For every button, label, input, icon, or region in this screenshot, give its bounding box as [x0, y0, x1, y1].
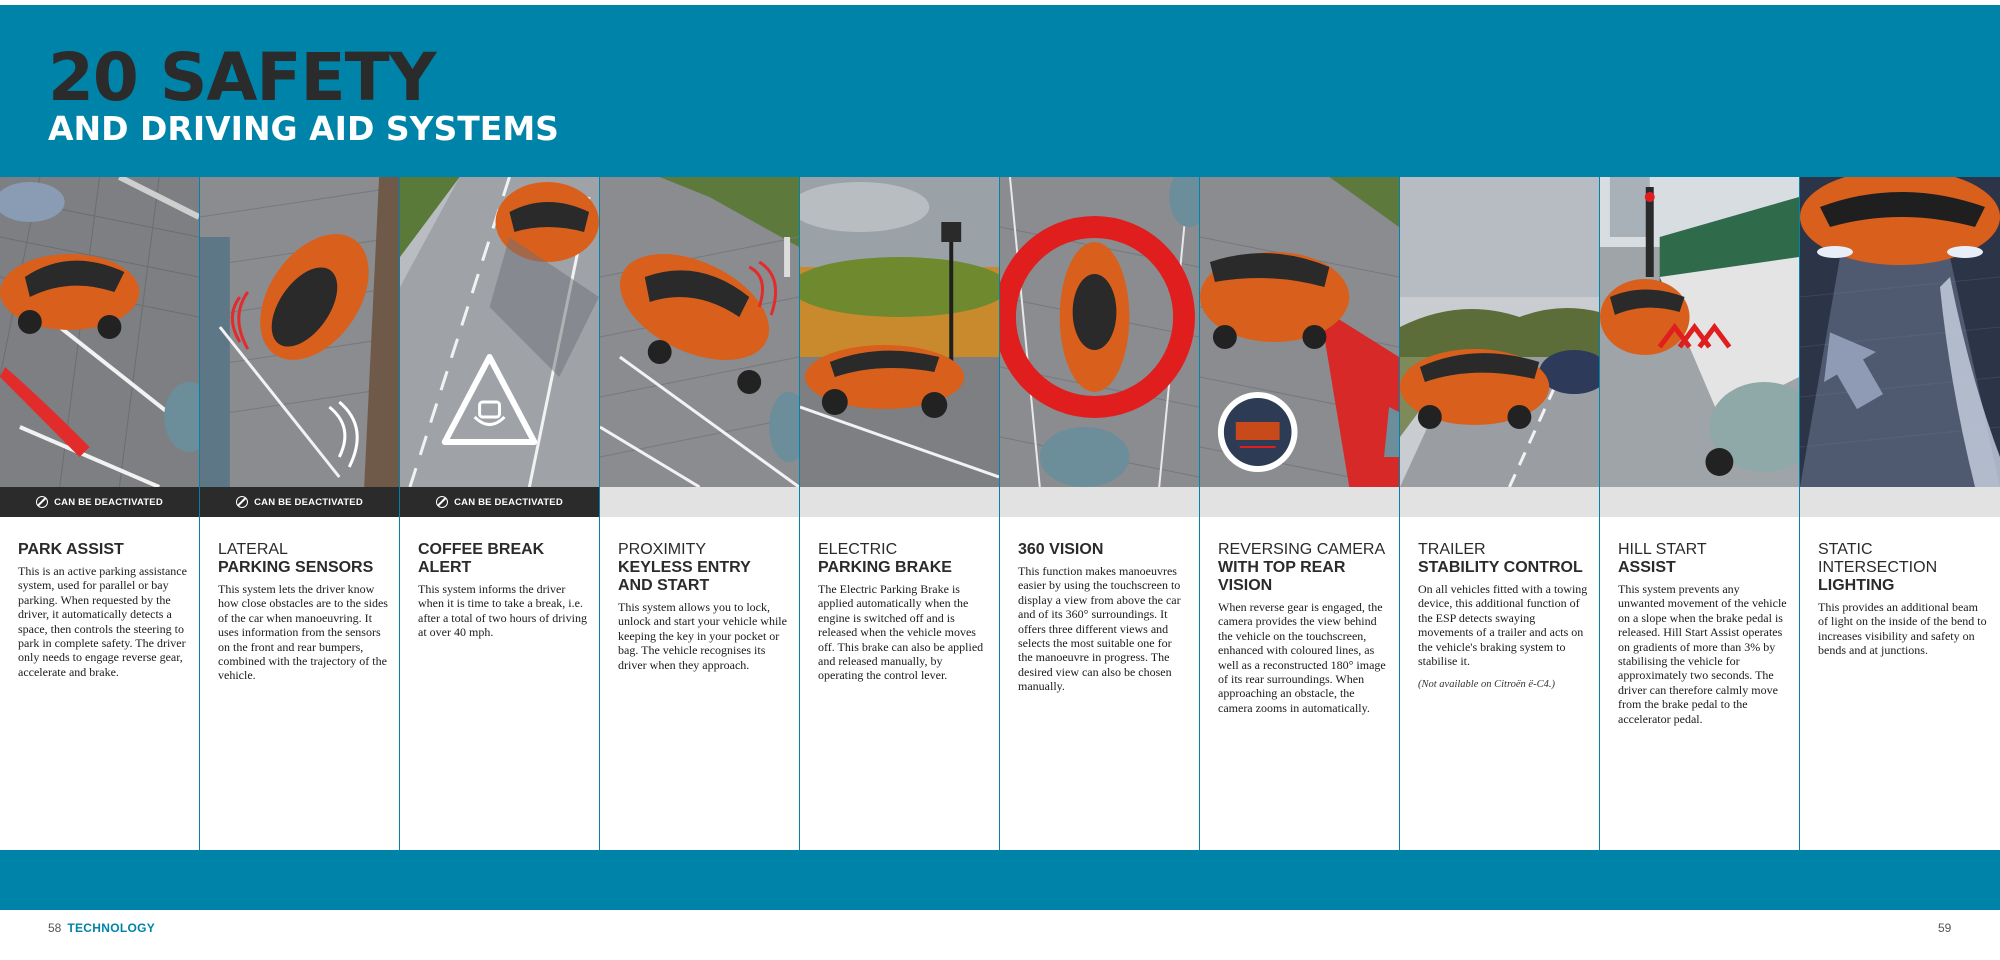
system-card-hill-start-assist: [1600, 177, 1800, 850]
system-title: PARKING SENSORS: [218, 559, 374, 576]
system-card-park-assist: [0, 177, 200, 850]
system-title-light: LATERAL: [218, 541, 288, 558]
spacer-band: [1400, 487, 1599, 517]
prohibited-icon: [436, 496, 448, 508]
keyless-entry-photo: [600, 177, 799, 487]
trailer-stability-photo: [1400, 177, 1599, 487]
system-card-lateral-parking-sensors: [200, 177, 400, 850]
spacer-band: [1800, 487, 2000, 517]
system-card-electric-parking-brake: [800, 177, 1000, 850]
parking-brake-photo: [800, 177, 999, 487]
system-title: PARK ASSIST: [18, 541, 124, 558]
system-title: KEYLESS ENTRY AND START: [618, 559, 751, 594]
system-description: This provides an additional beam of light on the inside of the bend to increases visibility and safety on bends and at junctions.: [1818, 600, 1987, 658]
system-description: This system lets the driver know how close obstacles are to the sides of the car when manoeuvring. It uses information from the sensors on the front and rear bumpers, combined with the trajectory of the vehicle.: [218, 582, 388, 683]
system-description: This is an active parking assistance system, used for parallel or bay parking. When requested by the driver, it automatically detects a space, then controls the steering to park in complete safety. The driver only needs to engage reverse gear, accelerate and brake.: [18, 564, 187, 679]
spacer-band: [1000, 487, 1199, 517]
system-title-light: REVERSING CAMERA: [1218, 541, 1386, 558]
reversing-camera-photo: [1200, 177, 1399, 487]
system-card-reversing-camera: [1200, 177, 1400, 850]
page-number-right: 59: [1938, 921, 1952, 935]
page-number: 58: [48, 921, 62, 935]
spacer-band: [600, 487, 799, 517]
system-description: This system prevents any unwanted movement of the vehicle on a slope when the brake pedal is released. Hill Start Assist operates on gradients of more than 3% by stabilising the vehicle for approximately two seconds. The driver can therefore calmly move from the brake pedal to the accelerator pedal.: [1618, 582, 1787, 726]
spacer-band: [800, 487, 999, 517]
header-banner: [0, 5, 2000, 177]
lateral-sensors-photo: [200, 177, 399, 487]
section-label: TECHNOLOGY: [67, 921, 156, 935]
park-assist-photo: [0, 177, 199, 487]
intersection-lighting-photo: [1800, 177, 2000, 487]
system-description: When reverse gear is engaged, the camera provides the view behind the vehicle on the touchscreen, enhanced with coloured lines, as well as a reconstructed 180° image of its rear surroundings. When approaching an obstacle, the camera zooms in automatically.: [1218, 600, 1386, 715]
prohibited-icon: [236, 496, 248, 508]
system-note: (Not available on Citroën ë-C4.): [1418, 679, 1555, 691]
system-title-light: TRAILER: [1418, 541, 1486, 558]
deactivatable-badge: [200, 487, 399, 517]
system-title: PARKING BRAKE: [818, 559, 952, 576]
badge-label: CAN BE DEACTIVATED: [54, 496, 163, 508]
system-card-trailer-stability: [1400, 177, 1600, 850]
system-title-light: STATIC INTERSECTION: [1818, 541, 1938, 576]
system-title: STABILITY CONTROL: [1418, 559, 1583, 576]
system-title: WITH TOP REAR VISION: [1218, 559, 1346, 594]
page-number-left: [48, 921, 155, 935]
hill-start-photo: [1600, 177, 1799, 487]
deactivatable-badge: [400, 487, 599, 517]
system-card-keyless-entry: [600, 177, 800, 850]
deactivatable-badge: [0, 487, 199, 517]
page-subtitle: AND DRIVING AID SYSTEMS: [48, 109, 559, 148]
system-card-coffee-break-alert: [400, 177, 600, 850]
system-title-light: HILL START: [1618, 541, 1707, 558]
system-title: 360 VISION: [1018, 541, 1104, 558]
systems-grid: [0, 177, 2000, 850]
system-card-static-intersection-lighting: [1800, 177, 2000, 850]
system-description: The Electric Parking Brake is applied automatically when the engine is switched off and is released when the vehicle moves off. This brake can also be applied and released manually, by operating the control lever.: [818, 582, 984, 683]
system-title: COFFEE BREAK ALERT: [418, 541, 545, 576]
system-title: ASSIST: [1618, 559, 1676, 576]
system-card-360-vision: [1000, 177, 1200, 850]
badge-label: CAN BE DEACTIVATED: [254, 496, 363, 508]
system-description: This system informs the driver when it is time to take a break, i.e. after a total of two hours of driving at over 40 mph.: [418, 582, 587, 640]
system-description: This function makes manoeuvres easier by using the touchscreen to display a view from above the car and of its 360° surroundings. It offers three different views and selects the most suitable one for the manoeuvre in progress. The desired view can also be chosen manually.: [1018, 564, 1181, 694]
prohibited-icon: [36, 496, 48, 508]
360-vision-photo: [1000, 177, 1199, 487]
system-title-light: PROXIMITY: [618, 541, 707, 558]
badge-label: CAN BE DEACTIVATED: [454, 496, 563, 508]
spacer-band: [1200, 487, 1399, 517]
footer-band: [0, 850, 2000, 910]
page-title: 20 SAFETY: [48, 39, 436, 116]
system-description: This system allows you to lock, unlock and start your vehicle while keeping the key in your pocket or bag. The vehicle recognises its driver when they approach.: [618, 600, 787, 672]
system-title: LIGHTING: [1818, 577, 1895, 594]
coffee-break-photo: [400, 177, 599, 487]
system-description: On all vehicles fitted with a towing device, this additional function of the ESP detects swaying movements of a trailer and acts on the vehicle's braking system to stabilise it.: [1418, 582, 1588, 669]
spacer-band: [1600, 487, 1799, 517]
system-title-light: ELECTRIC: [818, 541, 898, 558]
